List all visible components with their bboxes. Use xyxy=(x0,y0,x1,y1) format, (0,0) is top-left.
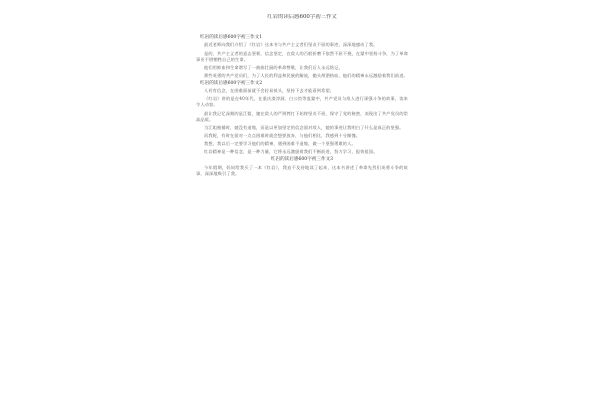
section-heading: 红岩的读后感600字初三作文3 xyxy=(270,157,334,163)
document-title: 红岩的读后感600字初三作文 xyxy=(267,14,337,20)
paragraph: 他们用鲜血和生命谱写了一曲曲壮丽的革命赞歌，让我们后人永远铭记。 xyxy=(204,64,343,70)
paragraph: 那些英勇的共产党员们，为了人民的利益和民族的解放，抛头颅洒热血，他们的精神永远激励着我们前进。 xyxy=(204,72,408,78)
section-heading: 红岩的读后感600字初三作文2 xyxy=(200,80,263,86)
paragraph: 今年假期，妈妈给我买了一本《红岩》，我迫不及待地读了起来，这本书讲述了革命先烈们英勇斗争的故事，深深地吸引了我。 xyxy=(196,164,408,176)
paragraph: 当江姐被捕时，她没有退缩，而是以更加坚定的信念面对敌人，她的事迹让我明白了什么是真正的坚强。 xyxy=(204,124,404,130)
paragraph: 《红岩》讲的是在40年代，在重庆渣滓洞、白公馆等监狱中，共产党员与敌人进行顽强斗争的故事，读来令人动容。 xyxy=(196,96,408,108)
paragraph: 红岩精神是一种信念，是一种力量，它将永远激励着我们不断前进，努力学习，报效祖国。 xyxy=(204,149,378,155)
section-heading: 红岩的读后感600字初三作文1 xyxy=(200,35,263,40)
paragraph: 而我呢，有时在面对一点点困难时就会想要放弃，与他们相比，我感到十分惭愧。 xyxy=(204,132,361,138)
paragraph: 是的，共产主义者的意志坚韧，信念坚定，在敌人的百般折磨下依然不屈不挠，在狱中坚持斗争，为了革命事业不惜牺牲自己的生命。 xyxy=(196,50,408,62)
document-page xyxy=(196,14,408,394)
paragraph: 人若有信念，在困难面前就不会轻易低头，坚持下去才能看到希望。 xyxy=(204,88,335,94)
paragraph: 最近老师向我们介绍了《红岩》这本书与共产主义者们坚贞不屈的事迹，深深地感动了我。 xyxy=(204,42,378,48)
paragraph: 我想，我以后一定要学习他们的精神，遇到困难不退缩，做一个坚强勇敢的人。 xyxy=(204,140,356,146)
document-body xyxy=(196,35,408,177)
paragraph: 最让我记忆深刻的是江姐，她在敌人的严刑拷打下始终坚贞不屈，保守了党的秘密，表现出了共产党员的崇高品质。 xyxy=(196,110,408,122)
